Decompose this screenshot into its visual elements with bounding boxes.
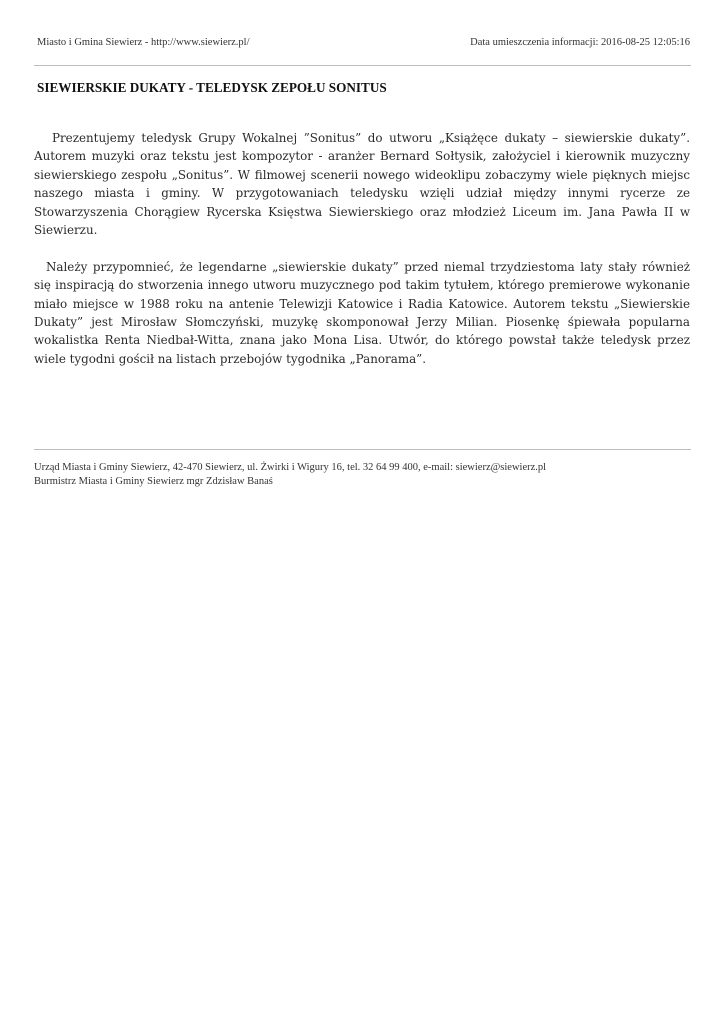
header-divider [34, 65, 691, 66]
article-title: SIEWIERSKIE DUKATY - TELEDYSK ZEPOŁU SONITUS [37, 80, 387, 95]
site-name-url: Miasto i Gmina Siewierz - http://www.siewierz.pl/ [37, 37, 250, 48]
footer-divider [34, 449, 691, 450]
article-paragraph-1: Prezentujemy teledysk Grupy Wokalnej ”Sonitus” do utworu „Książęce dukaty – siewierskie dukaty”. Autorem muzyki oraz tekstu jest kompozytor - aranżer Bernard Sołtysik, założyciel i kierownik muzyczny siewierskiego zespołu „Sonitus”. W filmowej scenerii nowego wideoklipu zobaczymy wiele pięknych miejsc naszego miasta i gminy. W przygotowaniach teledysku wzięli udział między innymi rycerze ze Stowarzyszenia Chorągiew Rycerska Księstwa Siewierskiego oraz młodzież Liceum im. Jana Pawła II w Siewierzu. [34, 131, 690, 238]
footer-mayor: Burmistrz Miasta i Gminy Siewierz mgr Zdzisław Banaś [34, 476, 273, 487]
footer-address: Urząd Miasta i Gminy Siewierz, 42-470 Siewierz, ul. Żwirki i Wigury 16, tel. 32 64 99 400, e-mail: siewierz@siewierz.pl [34, 462, 547, 473]
publication-date: Data umieszczenia informacji: 2016-08-25 12:05:16 [470, 37, 690, 48]
article-paragraph-2: Należy przypomnieć, że legendarne „siewierskie dukaty” przed niemal trzydziestoma laty stały również się inspiracją do stworzenia innego utworu muzycznego pod takim tytułem, którego premierowe wykonanie miało miejsce w 1988 roku na antenie Telewizji Katowice i Radia Katowice. Autorem tekstu „Siewierskie Dukaty” jest Mirosław Słomczyński, muzykę skomponował Jerzy Milian. Piosenkę śpiewała popularna wokalistka Renta Niedbał-Witta, znana jako Mona Lisa. Utwór, do którego powstał także teledysk przez wiele tygodni gościł na listach przebojów tygodnika „Panorama”. [34, 259, 690, 366]
page-footer [34, 461, 546, 489]
article-body [34, 129, 690, 368]
